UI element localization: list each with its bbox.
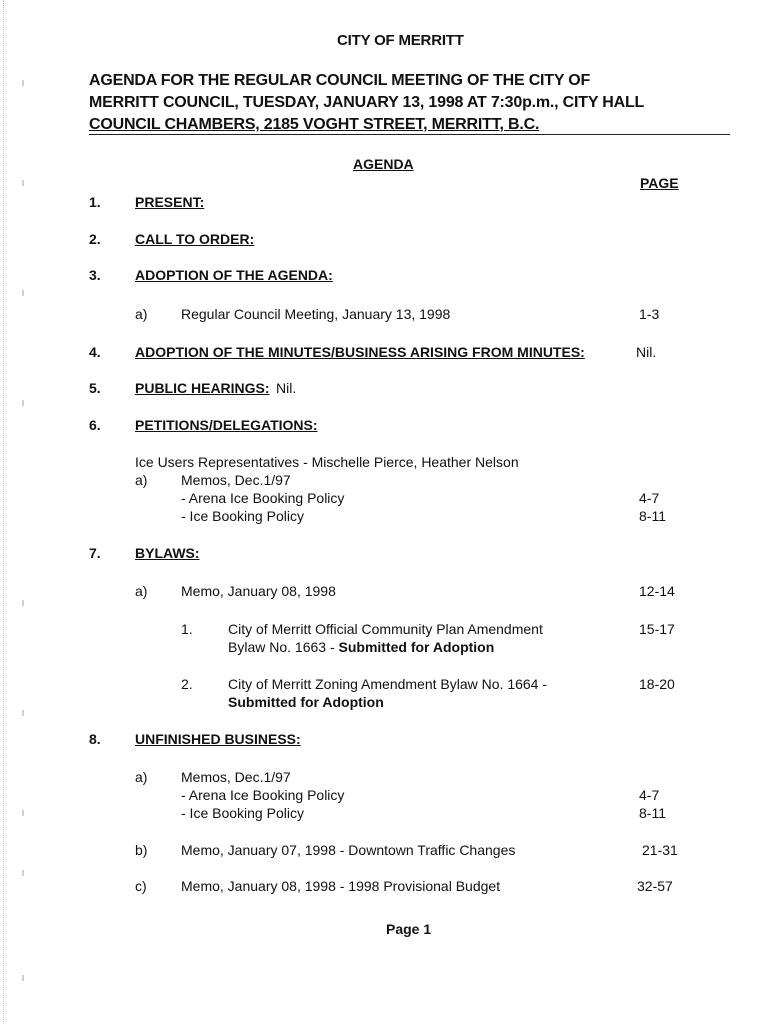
section-8-item-a-text: Memos, Dec.1/97 xyxy=(181,769,291,785)
section-7-subitem-1-line2 xyxy=(228,639,494,655)
section-3-item-a-letter: a) xyxy=(135,306,148,322)
header-rule xyxy=(89,134,730,135)
section-7-subitem-1-line2-bold: Submitted for Adoption xyxy=(338,639,495,655)
section-3-number: 3. xyxy=(89,267,101,283)
section-7-item-a-text: Memo, January 08, 1998 xyxy=(181,583,336,599)
scan-edge-artifact xyxy=(3,0,5,1024)
section-7-item-a-pages: 12-14 xyxy=(639,583,675,599)
section-8-item-a-line2: - Arena Ice Booking Policy xyxy=(181,787,345,803)
section-8-item-a-line3-pages: 8-11 xyxy=(639,805,666,821)
section-7-subitem-2-line2: Submitted for Adoption xyxy=(228,694,384,710)
section-6-item-a-letter: a) xyxy=(135,472,148,488)
section-8-number: 8. xyxy=(89,731,101,747)
section-8-item-c-pages: 32-57 xyxy=(637,878,673,894)
agenda-label: AGENDA xyxy=(353,156,414,172)
section-8-item-b-pages: 21-31 xyxy=(642,842,678,858)
section-7-subitem-1-pages: 15-17 xyxy=(639,621,675,637)
section-8-item-a-line3: - Ice Booking Policy xyxy=(181,805,304,821)
section-3-item-a-pages: 1-3 xyxy=(639,306,660,322)
section-8-item-b-text: Memo, January 07, 1998 - Downtown Traffic Changes xyxy=(181,842,516,858)
section-5-title: PUBLIC HEARINGS: xyxy=(135,380,270,396)
section-8-item-c-text: Memo, January 08, 1998 - 1998 Provisional Budget xyxy=(181,878,501,894)
section-6-item-a-line2-pages: 4-7 xyxy=(639,490,660,506)
section-6-item-a-line3: - Ice Booking Policy xyxy=(181,508,304,524)
scan-speck xyxy=(22,180,24,186)
section-1-number: 1. xyxy=(89,194,101,210)
scan-speck xyxy=(22,975,24,981)
title-line-3: COUNCIL CHAMBERS, 2185 VOGHT STREET, MERRITT, B.C. xyxy=(89,116,540,133)
section-8-item-a-letter: a) xyxy=(135,769,148,785)
page-column-label: PAGE xyxy=(640,175,679,191)
section-4-title: ADOPTION OF THE MINUTES/BUSINESS ARISING FROM MINUTES: xyxy=(135,344,585,360)
section-7-number: 7. xyxy=(89,545,101,561)
title-line-1: AGENDA FOR THE REGULAR COUNCIL MEETING OF THE CITY OF xyxy=(89,72,591,89)
section-8-item-b-letter: b) xyxy=(135,842,148,858)
city-heading: CITY OF MERRITT xyxy=(337,32,464,49)
section-6-item-a-text: Memos, Dec.1/97 xyxy=(181,472,291,488)
section-5-number: 5. xyxy=(89,380,101,396)
section-2-title: CALL TO ORDER: xyxy=(135,231,255,247)
section-7-subitem-2-line1: City of Merritt Zoning Amendment Bylaw No. 1664 - xyxy=(228,676,548,692)
section-7-subitem-1-line1: City of Merritt Official Community Plan Amendment xyxy=(228,621,543,637)
scan-speck xyxy=(22,290,24,296)
scan-speck xyxy=(22,810,24,816)
section-6-intro: Ice Users Representatives - Mischelle Pierce, Heather Nelson xyxy=(135,454,519,470)
section-6-item-a-line2: - Arena Ice Booking Policy xyxy=(181,490,345,506)
section-7-subitem-2-number: 2. xyxy=(181,676,193,692)
section-7-item-a-letter: a) xyxy=(135,583,148,599)
section-7-subitem-2-pages: 18-20 xyxy=(639,676,675,692)
scan-speck xyxy=(22,870,24,876)
section-8-item-a-line2-pages: 4-7 xyxy=(639,787,660,803)
section-3-title: ADOPTION OF THE AGENDA: xyxy=(135,267,333,283)
scan-speck xyxy=(22,600,24,606)
section-6-title: PETITIONS/DELEGATIONS: xyxy=(135,417,318,433)
section-1-title: PRESENT: xyxy=(135,194,205,210)
section-4-suffix: Nil. xyxy=(636,344,657,360)
section-7-subitem-1-line2-plain: Bylaw No. 1663 - xyxy=(228,639,339,655)
section-3-item-a-text: Regular Council Meeting, January 13, 1998 xyxy=(181,306,451,322)
section-7-subitem-1-number: 1. xyxy=(181,621,193,637)
section-7-title: BYLAWS: xyxy=(135,545,200,561)
section-8-item-c-letter: c) xyxy=(135,878,147,894)
title-line-2: MERRITT COUNCIL, TUESDAY, JANUARY 13, 1998 AT 7:30p.m., CITY HALL xyxy=(89,94,645,111)
page-number: Page 1 xyxy=(386,921,432,937)
section-6-number: 6. xyxy=(89,417,101,433)
section-6-item-a-line3-pages: 8-11 xyxy=(639,508,666,524)
scan-speck xyxy=(22,710,24,716)
scan-speck xyxy=(22,80,24,86)
section-5-suffix: Nil. xyxy=(276,380,297,396)
section-8-title: UNFINISHED BUSINESS: xyxy=(135,731,301,747)
section-2-number: 2. xyxy=(89,231,101,247)
scan-speck xyxy=(22,400,24,406)
section-4-number: 4. xyxy=(89,344,101,360)
